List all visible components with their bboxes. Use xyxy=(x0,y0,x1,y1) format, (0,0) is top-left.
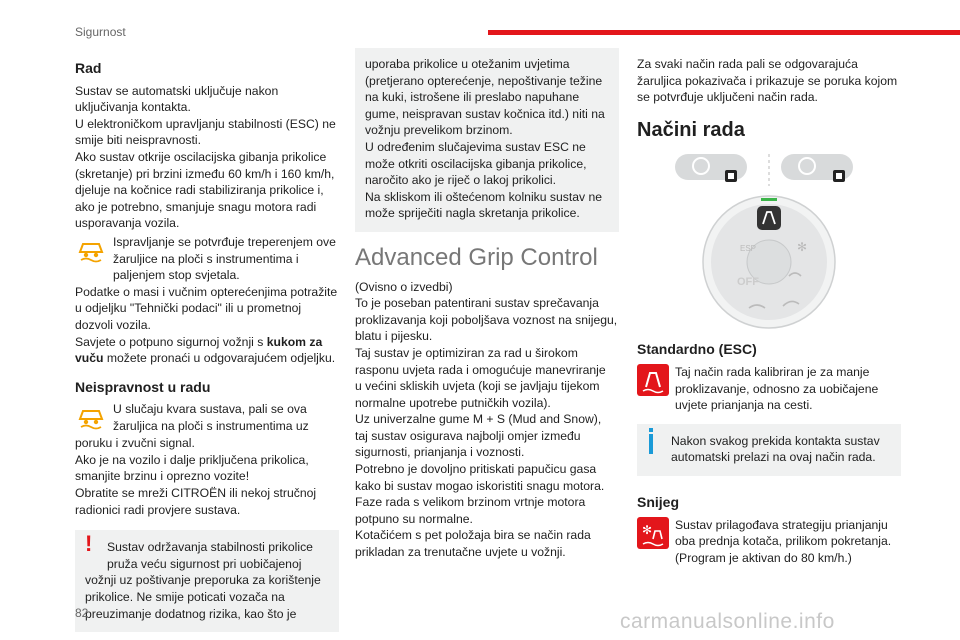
lamp-text-b: žaruljice na ploči s instrumentima i xyxy=(113,251,299,266)
standard-mode-note xyxy=(637,364,901,414)
svg-text:ESP: ESP xyxy=(740,244,757,254)
snow-text-a: Sustav prilagođava strategiju prianjanju xyxy=(675,517,888,532)
text-line: smije biti neispravnosti. xyxy=(75,133,201,148)
text-line: pruža veću sigurnost pri uobičajenoj xyxy=(107,556,302,571)
trailer-stability-warning-icon xyxy=(75,234,107,266)
text-line: dozvoli vozila. xyxy=(75,317,151,332)
standard-info-b: automatski prelazi na ovaj način rada. xyxy=(671,450,876,465)
snow-text-b: oba prednja kotača, prilikom pokretanja. xyxy=(675,534,892,549)
fault-text-a: U slučaju kvara sustava, pali se ova xyxy=(113,402,307,417)
text-line: Za svaki način rada pali se odgovarajuća xyxy=(637,57,858,71)
text-line: može spriječiti nagla skretanja prikolice. xyxy=(365,206,580,221)
standard-info-a: Nakon svakog prekida kontakta sustav xyxy=(671,433,880,448)
text-line: usporavanja vozila. xyxy=(75,216,180,231)
heading-advanced-grip-control: Advanced Grip Control xyxy=(355,243,598,271)
text-line: To je poseban patentirani sustav sprečavanja xyxy=(355,296,599,311)
watermark: carmanualsonline.info xyxy=(620,610,835,633)
safety-bold-a: kukom za xyxy=(266,334,323,349)
column-2 xyxy=(355,48,619,561)
text-line: sigurnosti, prianjanja i voznosti. xyxy=(355,445,525,460)
text-line: poruku i zvučni signal. xyxy=(75,436,195,451)
info-icon xyxy=(649,434,653,454)
heading-fault: Neispravnost u radu xyxy=(75,378,211,395)
text-line: normalne upotrebe putničkih vozila). xyxy=(355,395,551,410)
text-line: (skretanje) pri brzini između 60 km/h i 160 km/h, xyxy=(75,166,335,181)
intro-paragraph xyxy=(637,56,901,106)
heading-rad: Rad xyxy=(75,60,102,76)
text-line: u odjeljku "Tehnički podaci" ili u prometnoj xyxy=(75,301,302,316)
text-line: potpuno su normalne. xyxy=(355,511,473,526)
column-3 xyxy=(637,56,901,566)
safety-paragraph xyxy=(75,334,339,367)
text-line: u većini skliskih uvjeta (koji se javljaju tijekom xyxy=(355,379,600,394)
warning-text xyxy=(85,539,329,622)
safety-text-a: Savjete o potpuno sigurnoj vožnji s xyxy=(75,334,267,349)
lamp-text-c: paljenjem stop svjetala. xyxy=(113,268,240,283)
warning-exclamation-icon: ! xyxy=(85,531,93,557)
fault-text-b: žaruljica na ploči s instrumentima uz xyxy=(113,418,309,433)
heading-snow: Snijeg xyxy=(637,493,680,510)
text-line: Uz univerzalne gume M + S (Mud and Snow), xyxy=(355,412,602,427)
text-line: Kotačićem s pet položaja bira se način rada xyxy=(355,528,591,543)
text-line: kako bi sustav mogao iskoristiti snagu motora. xyxy=(355,478,605,493)
text-line: taj sustav osigurava najbolji omjer između xyxy=(355,428,581,443)
lamp-text-a: Ispravljanje se potvrđuje treperenjem ove xyxy=(113,234,336,249)
text-line: prikolice. Ne smije poticati vozača na xyxy=(85,590,285,605)
text-line: Na skliskom ili oštećenom kolniku sustav ne xyxy=(365,189,603,204)
svg-text:✻: ✻ xyxy=(642,522,653,537)
right-indicator-lamp xyxy=(781,154,853,182)
text-line: blatu i pijesku. xyxy=(355,329,433,344)
text-line: radionici radi provjere sustava. xyxy=(75,502,241,517)
text-line: Ako sustav otkrije oscilacijska gibanja prikolice xyxy=(75,149,327,164)
snow-mode-icon xyxy=(637,517,669,549)
text-line: U elektroničkom upravljanju stabilnosti (ESC) ne xyxy=(75,116,336,131)
standard-info-notice xyxy=(637,424,901,476)
left-indicator-lamp xyxy=(675,154,747,182)
mass-info-paragraph xyxy=(75,284,339,334)
agc-paragraph xyxy=(355,279,619,561)
text-line: vožnju prevelikom brzinom. xyxy=(365,123,513,138)
section-title: Sigurnost xyxy=(75,25,126,39)
text-line: Sustav održavanja stabilnosti prikolice xyxy=(107,540,313,555)
safety-text-b: možete pronaći u odgovarajućem odjeljku. xyxy=(103,351,336,366)
standard-text-b: proklizavanje, odnosno za uobičajene xyxy=(675,381,879,396)
mode-dial-drawing xyxy=(637,148,901,333)
safety-bold-b: vuču xyxy=(75,351,104,366)
text-line: ako je potrebno, smanjuje snagu motora radi xyxy=(75,199,317,214)
selector-dial xyxy=(703,196,835,328)
text-line: (pretjerano opterećenje, nepoštivanje težine xyxy=(365,73,603,88)
text-line: prikladan za trenutačne uvjete u vožnji. xyxy=(355,545,566,560)
svg-text:✻: ✻ xyxy=(797,240,808,255)
standard-text-c: uvjete prianjanja na cesti. xyxy=(675,398,813,413)
warning-continued-text xyxy=(365,56,609,222)
header-accent-bar xyxy=(488,30,960,35)
text-line: proklizavanja koji poboljšava voznost na snijegu, xyxy=(355,312,618,327)
fault-paragraph xyxy=(75,435,339,518)
text-line: žaruljica pokazivača i prikazuje se poruka kojom xyxy=(637,73,898,88)
mode-selector-illustration xyxy=(637,148,901,333)
text-line: Taj sustav je optimiziran za rad u širokom xyxy=(355,345,578,360)
text-line: Potrebno je dovoljno pritiskati papučicu gasa xyxy=(355,462,597,477)
lamp-note xyxy=(75,234,339,284)
text-line: na kuki, istrošene ili preslabo napuhane xyxy=(365,90,580,105)
text-line: Ako je na vozilo i dalje priključena prikolica, xyxy=(75,452,309,467)
text-line: Faze rada s velikom brzinom vrtnje motora xyxy=(355,495,586,510)
heading-modes: Načini rada xyxy=(637,118,745,141)
standard-text-a: Taj način rada kalibriran je za manje xyxy=(675,364,870,379)
text-line: Obratite se mreži CITROËN ili nekoj stručnoj xyxy=(75,486,317,501)
warning-notice xyxy=(75,530,339,632)
heading-standard: Standardno (ESC) xyxy=(637,341,757,358)
text-line: uporaba prikolice u otežanim uvjetima xyxy=(365,57,570,71)
snow-text-c: (Program je aktivan do 80 km/h.) xyxy=(675,550,852,565)
text-line: Podatke o masi i vučnim opterećenjima potražite xyxy=(75,284,338,299)
page-number: 82 xyxy=(75,606,89,620)
text-line: Sustav se automatski uključuje nakon xyxy=(75,83,279,98)
fault-note xyxy=(75,401,339,435)
text-line: naročito ako je riječ o lakoj prikolici. xyxy=(365,173,557,188)
esc-mode-icon xyxy=(637,364,669,396)
text-line: U određenim slučajevima sustav ESC ne xyxy=(365,139,586,154)
text-line: se potvrđuje uključeni način rada. xyxy=(637,90,818,105)
text-line: vožnji uz poštivanje preporuka za korištenje xyxy=(85,573,321,588)
column-1 xyxy=(75,56,339,632)
trailer-stability-fault-icon xyxy=(75,401,107,433)
text-line: smanjite brzinu i oprezno vozite! xyxy=(75,469,250,484)
text-line: (Ovisno o izvedbi) xyxy=(355,279,453,294)
text-line: gume, neispravan sustav kočnica itd.) niti na xyxy=(365,106,605,121)
text-line: može otkriti oscilacijska gibanja prikolice, xyxy=(365,156,587,171)
text-line: uključivanja kontakta. xyxy=(75,100,191,115)
text-line: djeluje na kočnice radi stabiliziranja prikolice i, xyxy=(75,183,324,198)
warning-notice-continued xyxy=(355,48,619,232)
text-line: preuzimanje dodatnog rizika, kao što je xyxy=(85,606,297,621)
rad-paragraph xyxy=(75,83,339,232)
text-line: rasponu uvjeta rada i omogućuje manevriranje xyxy=(355,362,606,377)
snow-mode-note xyxy=(637,517,901,567)
dial-off-label: OFF xyxy=(737,276,759,289)
